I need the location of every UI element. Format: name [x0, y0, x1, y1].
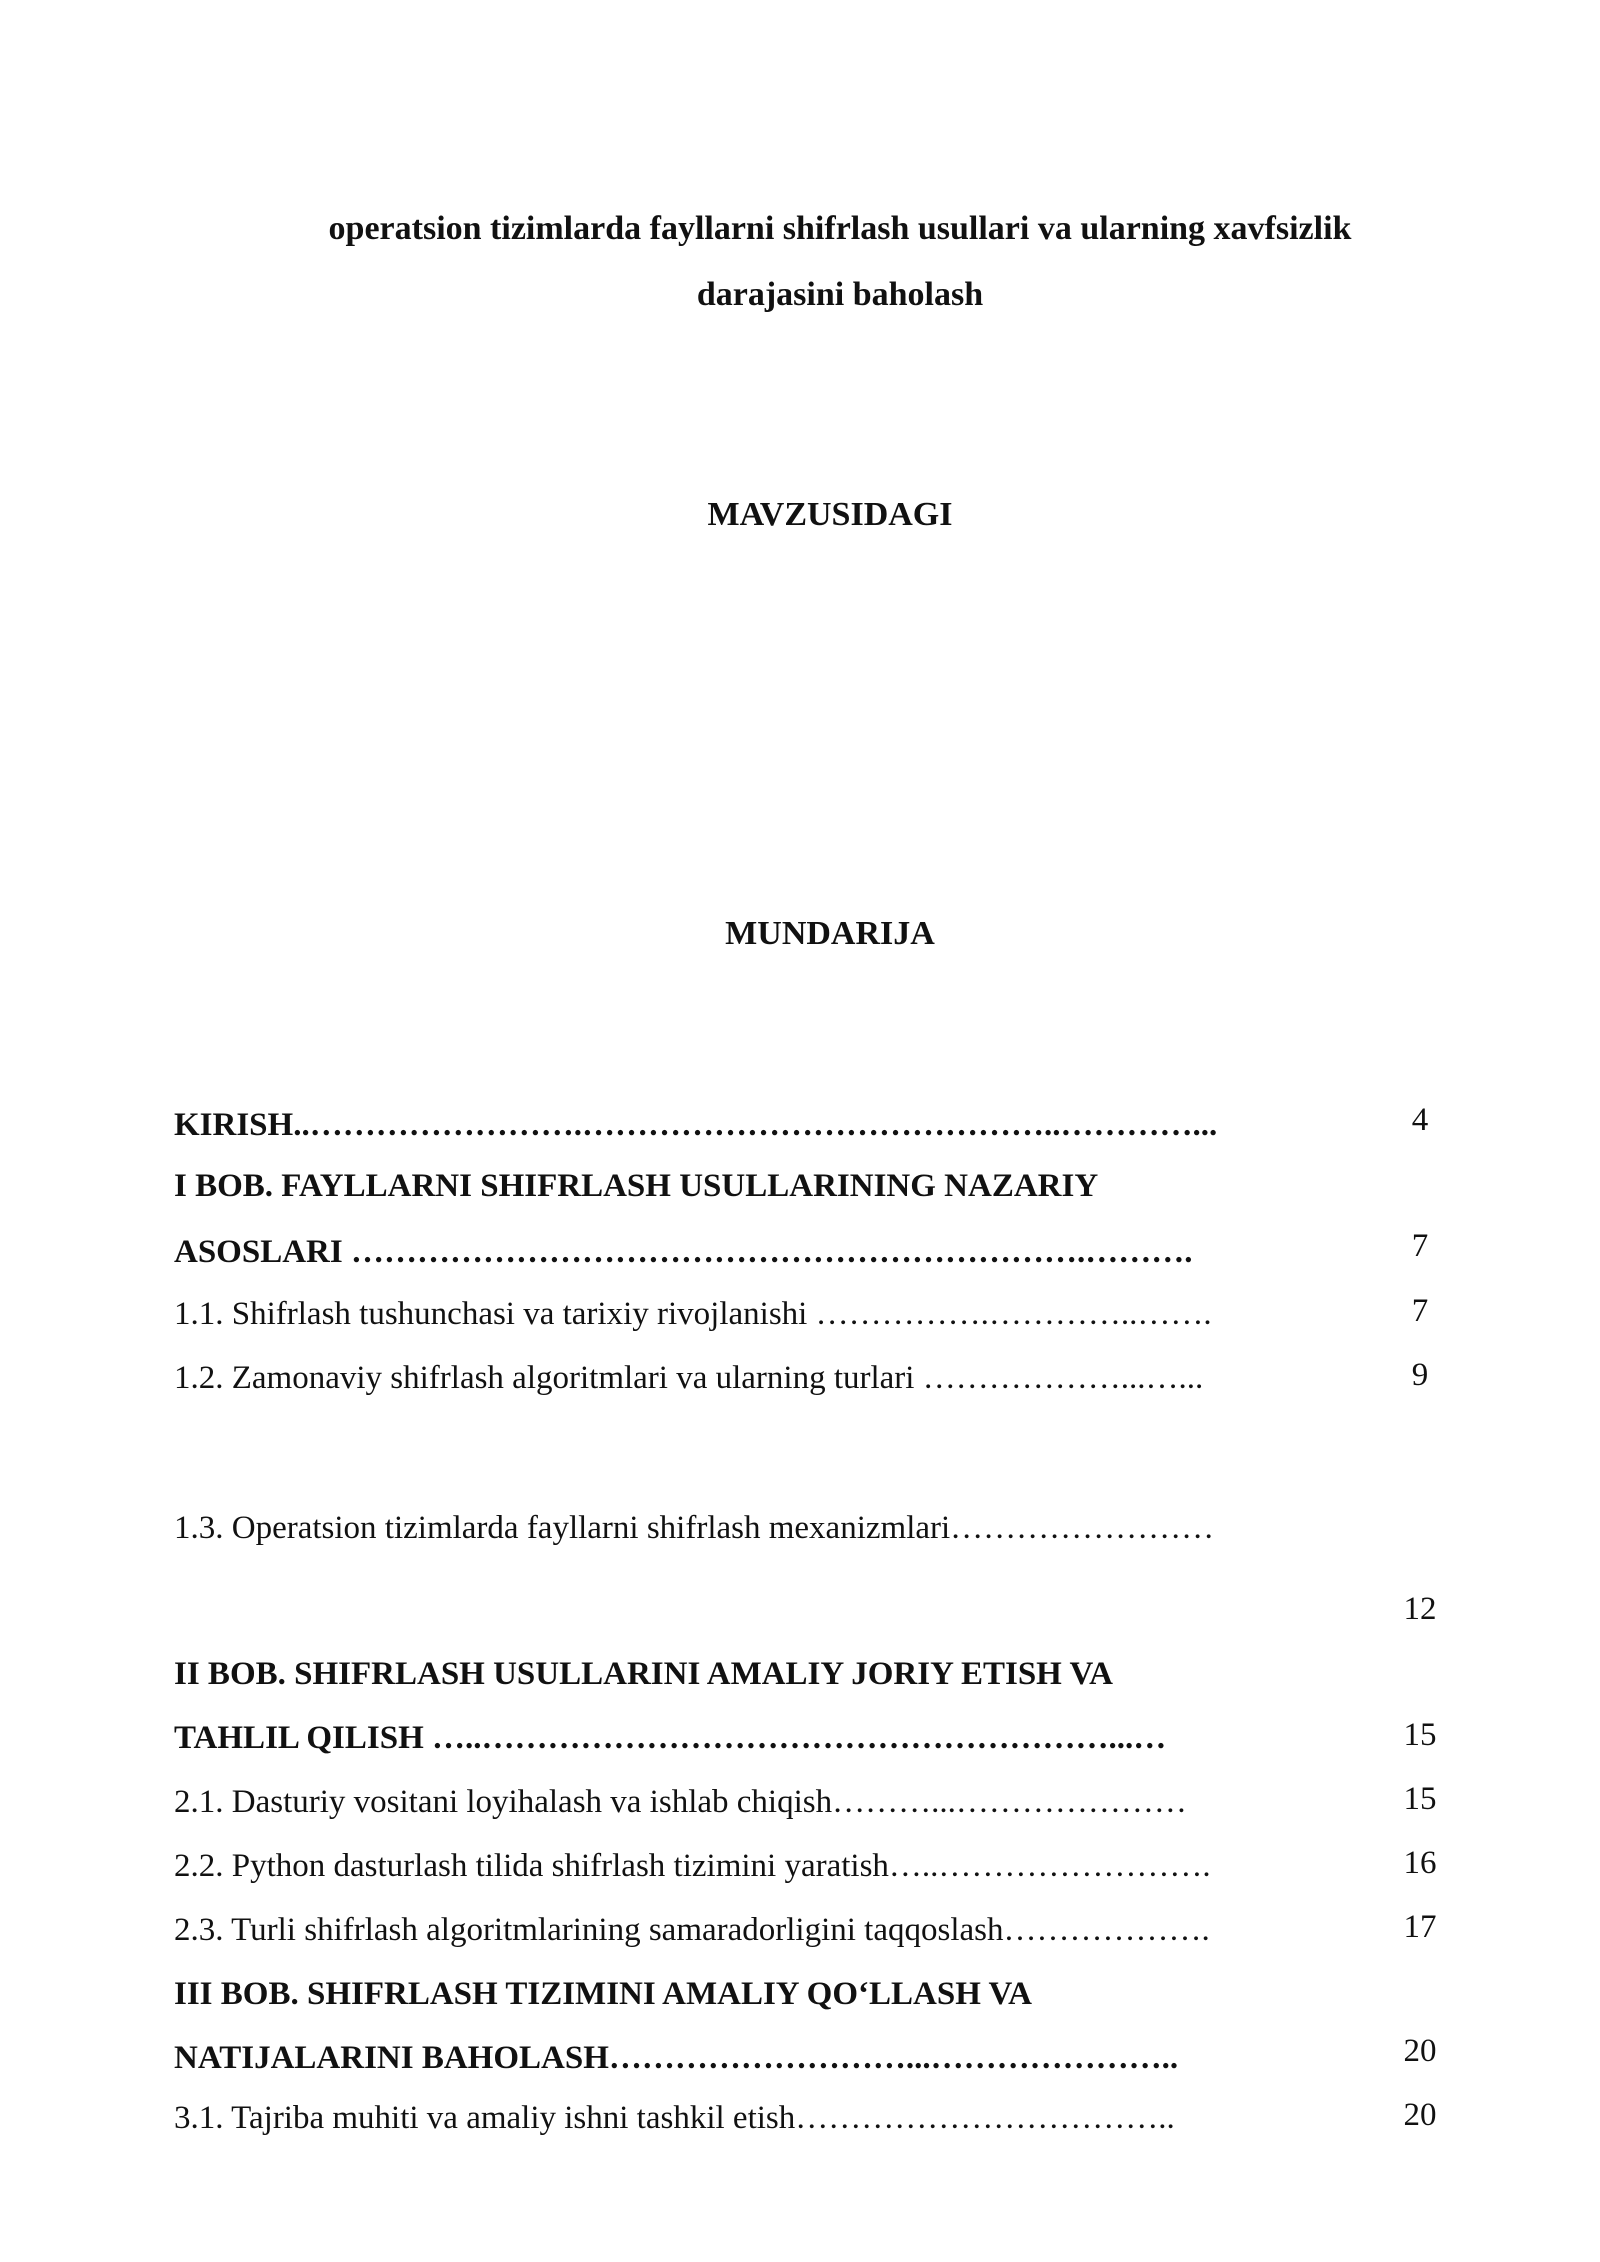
toc-leader-dots: …..……………………. — [888, 1848, 1211, 1884]
toc-entry-2-1 — [174, 1784, 1364, 1821]
toc-entry-1-3 — [174, 1510, 1364, 1547]
toc-heading: MUNDARIJA — [725, 915, 935, 952]
toc-entry-title: 3.1. Tajriba muhiti va amaliy ishni tashkil etish — [174, 2100, 796, 2136]
toc-entry-title: ASOSLARI — [174, 1234, 343, 1270]
toc-page-number: 15 — [1403, 1781, 1437, 1817]
toc-entry-chapter-3-cont — [174, 2040, 1364, 2077]
toc-entry-title: 1.2. Zamonaviy shifrlash algoritmlari va ularning turlari — [174, 1360, 915, 1396]
document-title — [200, 196, 1480, 328]
toc-entry-title: 1.3. Operatsion tizimlarda fayllarni shifrlash mexanizmlari — [174, 1510, 951, 1546]
toc-page-number: 15 — [1403, 1717, 1437, 1753]
title-line-2: darajasini baholash — [696, 276, 984, 313]
toc-entry-title: I BOB. FAYLLARNI SHIFRLASH USULLARINING NAZARIY — [174, 1168, 1099, 1204]
toc-entry-kirish — [174, 1107, 1364, 1144]
toc-entry-title: 2.3. Turli shifrlash algoritmlarining samaradorligini taqqoslash — [174, 1912, 1004, 1948]
toc-page-number: 20 — [1403, 2097, 1437, 2133]
toc-entry-chapter-3 — [174, 1976, 1364, 2013]
toc-page-number: 16 — [1403, 1845, 1437, 1881]
toc-entry-title: TAHLIL QILISH — [174, 1720, 424, 1756]
toc-entry-2-2 — [174, 1848, 1364, 1885]
toc-entry-chapter-1-cont — [174, 1234, 1364, 1271]
toc-leader-dots: …………………… — [950, 1510, 1215, 1546]
toc-entry-title: KIRISH — [174, 1107, 294, 1143]
toc-page-number: 4 — [1411, 1102, 1429, 1138]
toc-page-number: 7 — [1411, 1293, 1429, 1329]
toc-leader-dots: ..…………………….……………………………………..…………... — [293, 1107, 1218, 1143]
toc-entry-title: NATIJALARINI BAHOLASH — [174, 2040, 609, 2076]
toc-leader-dots: ………………...…... — [914, 1360, 1204, 1396]
toc-leader-dots: ………………. — [1003, 1912, 1210, 1948]
toc-entry-chapter-1 — [174, 1168, 1364, 1205]
toc-entry-title: 2.1. Dasturiy vositani loyihalash va ishlab chiqish — [174, 1784, 833, 1820]
toc-entry-chapter-2 — [174, 1656, 1364, 1693]
toc-entry-chapter-2-cont — [174, 1720, 1364, 1757]
title-line-1: operatsion tizimlarda fayllarni shifrlash usullari va ularning xavfsizlik — [328, 210, 1352, 247]
toc-leader-dots: …..…………………………………………………...… — [423, 1720, 1167, 1756]
toc-page-number: 9 — [1411, 1357, 1429, 1393]
toc-leader-dots: ………...………………… — [832, 1784, 1187, 1820]
toc-page-number: 12 — [1403, 1591, 1437, 1627]
toc-leader-dots: …………….…………..……. — [807, 1296, 1212, 1332]
toc-leader-dots: …………………………….. — [795, 2100, 1175, 2136]
toc-page-number: 7 — [1411, 1228, 1429, 1264]
toc-entry-2-3 — [174, 1912, 1364, 1949]
subject-label: MAVZUSIDAGI — [707, 496, 953, 533]
toc-entry-title: III BOB. SHIFRLASH TIZIMINI AMALIY QO‘LLASH VA — [174, 1976, 1032, 2012]
toc-entry-1-2 — [174, 1360, 1364, 1397]
toc-page-number: 20 — [1403, 2033, 1437, 2069]
toc-entry-title: 2.2. Python dasturlash tilida shifrlash tizimini yaratish — [174, 1848, 889, 1884]
toc-leader-dots: ………………………...………………….. — [608, 2040, 1179, 2076]
toc-entry-3-1 — [174, 2100, 1364, 2137]
toc-entry-title: 1.1. Shifrlash tushunchasi va tarixiy rivojlanishi — [174, 1296, 808, 1332]
toc-entry-title: II BOB. SHIFRLASH USULLARINI AMALIY JORIY ETISH VA — [174, 1656, 1113, 1692]
toc-entry-1-1 — [174, 1296, 1364, 1333]
toc-page-number: 17 — [1403, 1909, 1437, 1945]
toc-leader-dots: ………………………………………………………….………. — [342, 1234, 1193, 1270]
